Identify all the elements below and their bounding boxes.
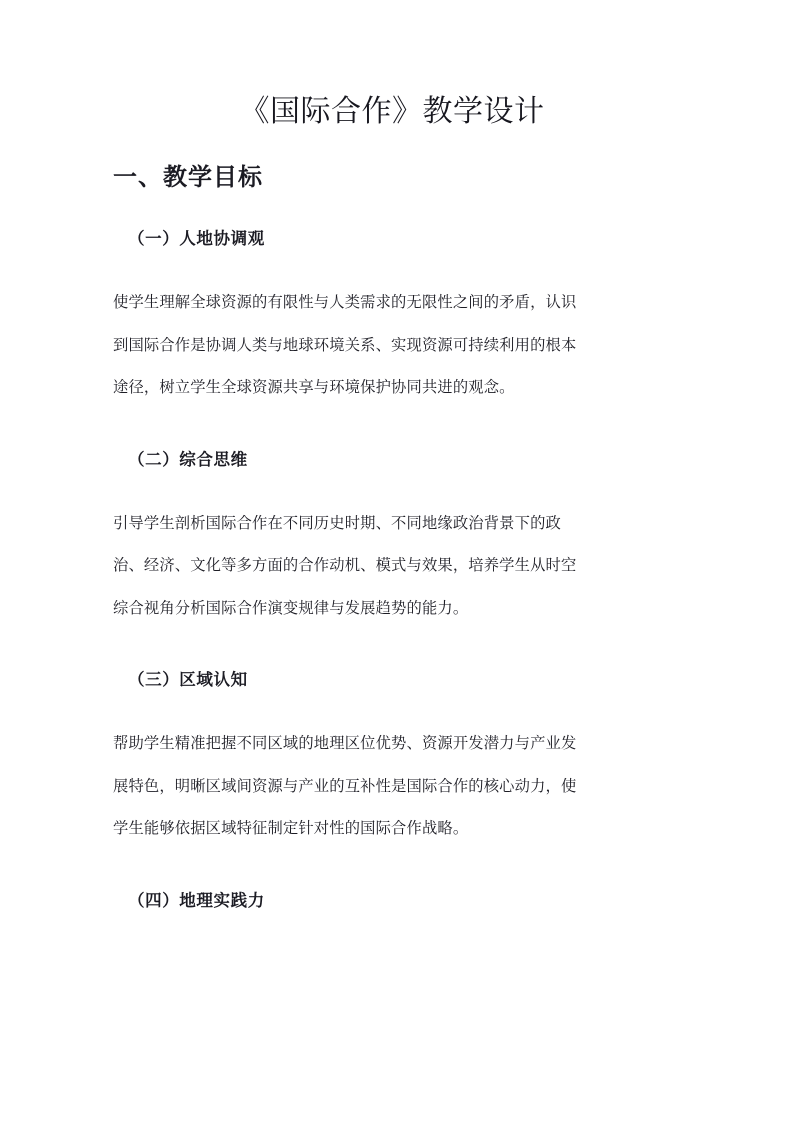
paragraph-line: 使学生理解全球资源的有限性与人类需求的无限性之间的矛盾，认识	[113, 294, 577, 311]
paragraph-line: 到国际合作是协调人类与地球环境关系、实现资源可持续利用的根本	[113, 336, 577, 354]
subsection-heading-1: （一）人地协调观	[128, 229, 265, 248]
paragraph-line: 综合视角分析国际合作演变规律与发展趋势的能力。	[113, 599, 469, 617]
document-content	[113, 0, 671, 913]
paragraph-line: 展特色，明晰区域间资源与产业的互补性是国际合作的核心动力，使	[113, 777, 577, 795]
subsection-heading-4: （四）地理实践力	[128, 890, 265, 910]
subsection-paragraph-1	[113, 251, 671, 410]
paragraph-line: 帮助学生精准把握不同区域的地理区位优势、资源开发潜力与产业发	[113, 735, 577, 752]
subsection-heading-3: （三）区域认知	[128, 670, 248, 689]
section-heading-teaching-objectives: 一、教学目标	[113, 165, 263, 191]
paragraph-line: 治、经济、文化等多方面的合作动机、模式与效果，培养学生从时空	[113, 557, 577, 574]
paragraph-line: 途径，树立学生全球资源共享与环境保护协同共进的观念。	[113, 379, 515, 396]
subsection-paragraph-2	[113, 472, 671, 631]
subsection-heading-2: （二）综合思维	[128, 449, 248, 469]
paragraph-line: 学生能够依据区域特征制定针对性的国际合作战略。	[113, 820, 469, 837]
page-title: 《国际合作》教学设计	[239, 95, 545, 128]
subsection-paragraph-3	[113, 692, 671, 851]
paragraph-line: 引导学生剖析国际合作在不同历史时期、不同地缘政治背景下的政	[113, 514, 561, 532]
